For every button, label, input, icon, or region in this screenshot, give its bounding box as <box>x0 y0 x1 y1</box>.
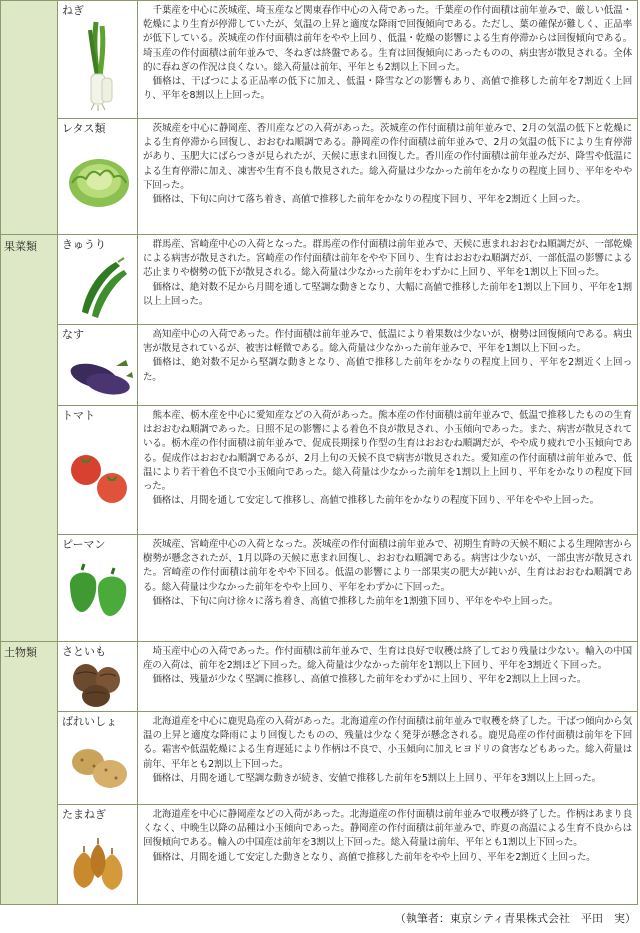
situation-paragraph: 埼玉産中心の入荷であった。作付面積は前年並みで、生育は良好で収穫は終了しており残量は少ない。輸入の中国産の入荷は、前年を2割ほど下回った。総入荷量は少なかった前年を1割以上下回り、平年を3割近く下回った。 <box>143 646 632 672</box>
situation-paragraph: 熊本産、栃木産を中心に愛知産などの入荷があった。熊本産の作付面積は前年並みで、低温で推移したものの生育はおおむね順調であった。日照不足の影響による着色不良が散見され、小玉傾向であった。また、病害が散見されている。栃木産の作付面積は前年並みで、促成長期採り作型の生育はおおむね順調だが、やや成り疲れで小玉傾向である。促成作はおおむね順調であるが、2月上旬の天候不良で病害が散見された。愛知産の作付面積は前年並みで、低温により若干着色不良で小玉傾向であった。総入荷量は少なかった前年を1割以上上回り、平年をかなりの程度下回った。 <box>143 410 632 493</box>
situation-paragraph: 群馬産、宮崎産中心の入荷となった。群馬産の作付面積は前年並みで、天候に恵まれおおむね順調だが、一部乾燥による病害が散見された。宮崎産の作付面積は前年をやや下回り、生育はおおむね順調だが、一部低温の影響による芯止まりや樹勢の低下が散見される。総入荷量は少なかった前年をわずかに上回り、平年を1割以上下回った。 <box>143 239 632 279</box>
item-text-potato <box>143 715 632 786</box>
item-text-negi <box>143 4 632 103</box>
price-paragraph: 価格は、月間を通して安定して推移し、高値で推移した前年をかなりの程度下回り、平年をやや上回った。 <box>152 495 599 507</box>
item-name-negi: ねぎ <box>62 4 84 17</box>
onion-icon <box>64 836 134 896</box>
tomato-icon <box>64 450 134 510</box>
item-name-lettuce: レタス類 <box>62 122 106 135</box>
row-divider <box>58 804 637 805</box>
category-label-root-vegetables: 土物類 <box>4 646 37 659</box>
situation-paragraph: 茨城産、宮崎産中心の入荷となった。茨城産の作付面積は前年並みで、初期生育時の天候不順による生理障害から樹勢が懸念されたが、1月以降の天候に恵まれ回復し、おおむね順調である。病害は少ないが、一部虫害が散見された。宮崎産の作付面積は前年をやや下回る。低温の影響により一部果実の肥大が鈍いが、生育はおおむね順調である。総入荷量は少なかった前年をやや上回り、平年をわずかに下回った。 <box>143 539 632 593</box>
situation-paragraph: 北海道産を中心に静岡産などの入荷があった。北海道産の作付面積は前年並みで収穫が終了した。作柄はあまり良くなく、中晩生以降の品種は小玉傾向であった。静岡産の作付面積は前年並みで、昨夏の高温による生育不良からは回復傾向である。輸入の中国産は前年を3割以上下回った。総入荷量は前年、平年とも1割以上下回った。 <box>143 809 632 849</box>
eggplant-icon <box>64 346 134 400</box>
price-paragraph: 価格は、下旬に向けて落ち着き、高値で推移した前年をかなりの程度下回り、平年を2割近く上回った。 <box>152 194 586 206</box>
item-text-green-pepper <box>143 538 632 609</box>
situation-paragraph: 北海道産を中心に鹿児島産の入荷があった。北海道産の作付面積は前年並みで収穫を終了した。干ばつ傾向から気温の上昇と適度な降雨により回復したものの、残量は少なく発芽が懸念される。鹿児島産の作付面積は前年を下回る。霜害や低温乾燥による生育遅延により作柄は不良で、小玉傾向に加えヒヨドリの食害などもあった。総入荷量は前年、平年とも2割以上下回った。 <box>143 716 632 770</box>
situation-paragraph: 茨城産を中心に静岡産、香川産などの入荷があった。茨城産の作付面積は前年並みで、2月の気温の低下と乾燥による生育停滞から回復し、おおむね順調である。静岡産の作付面積は前年並みで、2月の気温の低下により生育停滞があり、玉肥大にばらつきが見られたが、天候に恵まれ回復した。香川産の作付面積は前年並みだが、降雪や低温による生育停滞に加え、凍害や生育不良も散見された。総入荷量は少なかった前年をかなりの程度上回り、平年をやや下回った。 <box>143 123 632 191</box>
item-text-cucumber <box>143 238 632 309</box>
situation-paragraph: 千葉産を中心に茨城産、埼玉産など関東春作中心の入荷であった。千葉産の作付面積は前年並みで、厳しい低温・乾燥により生育が停滞していたが、気温の上昇と適度な降雨で回復傾向である。ただし、葉の確保が難しく、正品率が低下している。茨城産の作付面積は前年をやや上回り、低温・乾燥の影響による生育停滞からは回復傾向である。埼玉産の作付面積は前年並みで、冬ねぎは終盤である。生育は回復傾向にあったものの、病虫害が散見される。全体的に春ねぎの作況は良くない。総入荷量は前年、平年とも2割以上下回った。 <box>143 5 632 73</box>
row-divider <box>58 118 637 119</box>
taro-icon <box>64 660 134 708</box>
item-name-tomato: トマト <box>62 409 95 422</box>
green-pepper-icon <box>64 562 134 620</box>
negi-icon <box>64 20 134 112</box>
item-text-tomato <box>143 409 632 508</box>
item-text-onion <box>143 808 632 865</box>
row-divider <box>58 711 637 712</box>
price-paragraph: 価格は、干ばつによる正品率の低下に加え、低温・降雪などの影響もあり、高値で推移した前年を7割近く上回り、平年を8割以上上回った。 <box>143 76 632 102</box>
price-paragraph: 価格は、月間を通して安定した動きとなり、高値で推移した前年をやや上回り、平年を2割近く上回った。 <box>152 851 596 863</box>
situation-paragraph: 高知産中心の入荷であった。作付面積は前年並みで、低温により着果数は少ないが、樹勢は回復傾向である。病虫害が散見されているが、被害は軽微である。総入荷量は少なかった前年並みで、平年を1割以上下回った。 <box>143 329 632 355</box>
price-paragraph: 価格は、月間を通して堅調な動きが続き、安値で推移した前年を5割以上上回り、平年を3割以上上回った。 <box>152 772 601 784</box>
row-divider <box>58 405 637 406</box>
item-name-cucumber: きゅうり <box>62 238 106 251</box>
row-divider <box>58 534 637 535</box>
price-paragraph: 価格は、絶対数不足から堅調な動きとなり、高値で推移した前年をかなりの程度上回り、平年を2割近く上回った。 <box>143 357 632 383</box>
item-name-taro: さといも <box>62 645 106 658</box>
price-paragraph: 価格は、下旬に向け徐々に落ち着き、高値で推移した前年を1割強下回り、平年をやや上回った。 <box>152 595 558 607</box>
item-name-potato: ばれいしょ <box>62 715 117 728</box>
lettuce-icon <box>64 145 134 215</box>
price-paragraph: 価格は、残量が少なく堅調に推移し、高値で推移した前年をわずかに上回り、平年を2割以上上回った。 <box>152 674 587 686</box>
item-name-onion: たまねぎ <box>62 808 106 821</box>
row-divider <box>1 234 637 235</box>
author-credit: （執筆者：東京シティ青果株式会社 平田 実） <box>394 912 636 925</box>
price-paragraph: 価格は、絶対数不足から月間を通して堅調な動きとなり、大幅に高値で推移した前年を1割以上下回り、平年を1割以上上回った。 <box>143 281 632 307</box>
row-divider <box>58 324 637 325</box>
item-name-green-pepper: ピーマン <box>62 538 106 551</box>
item-text-lettuce <box>143 122 632 207</box>
category-label-fruit-vegetables: 果菜類 <box>4 240 37 253</box>
row-divider <box>1 641 637 642</box>
item-text-taro <box>143 645 632 688</box>
potato-icon <box>64 740 134 796</box>
item-name-eggplant: なす <box>62 328 84 341</box>
item-text-eggplant <box>143 328 632 385</box>
category-column <box>1 1 58 904</box>
cucumber-icon <box>64 256 134 320</box>
